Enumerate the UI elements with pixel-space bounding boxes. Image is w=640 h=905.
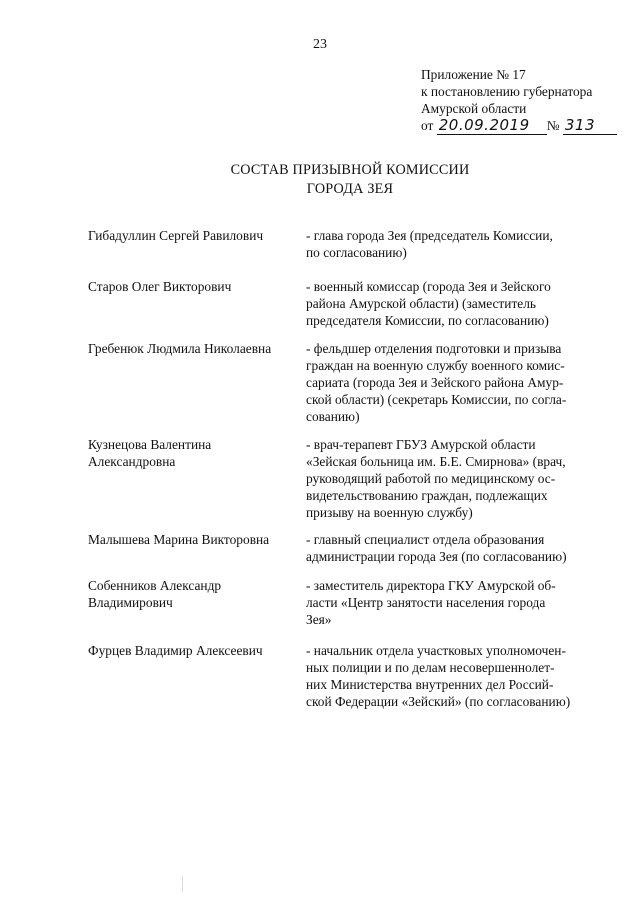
appendix-title: Приложение № 17 [421,67,526,82]
member-role-line: граждан на военную службу военного комис- [306,358,565,373]
member-role-line: сариата (города Зея и Зейского района Амур- [306,375,564,390]
member-role [306,577,590,628]
member-role [306,278,590,329]
title-line-1: СОСТАВ ПРИЗЫВНОЙ КОМИССИИ [230,162,470,178]
member-role-line: «Зейская больница им. Б.Е. Смирнова» (врач, [306,454,566,469]
member-role [306,642,590,710]
member-role-line: администрации города Зея (по согласованию) [306,549,567,564]
handwritten-number: 313 [563,117,617,135]
member-role-line: по согласованию) [306,245,407,260]
scan-artifact [182,876,183,892]
member-name [88,227,298,244]
member-name [88,436,298,470]
member-role-line: ской Федерации «Зейский» (по согласованию) [306,694,571,709]
member-name [88,531,298,548]
member-name-line: Старов Олег Викторович [88,279,232,294]
member-name [88,642,298,659]
member-role-line: ных полиции и по делам несовершеннолет- [306,660,555,675]
member-role [306,340,590,425]
member-name-line: Фурцев Владимир Алексеевич [88,643,263,658]
appendix-header [421,66,631,135]
document-title [0,161,640,199]
member-name [88,340,298,357]
member-role-line: призыву на военную службу) [306,505,473,520]
appendix-reference: к постановлению губернатора [421,84,593,99]
member-role-line: - военный комиссар (города Зея и Зейского [306,279,551,294]
member-name-line: Малышева Марина Викторовна [88,532,270,547]
member-name-line: Гребенюк Людмила Николаевна [88,341,272,356]
number-sign: № [546,118,560,133]
member-role-line: сованию) [306,409,360,424]
member-name [88,278,298,295]
member-role-line: - заместитель директора ГКУ Амурской об- [306,578,556,593]
handwritten-date: 20.09.2019 [437,117,547,135]
member-role-line: них Министерства внутренних дел Россий- [306,677,554,692]
member-name-line: Собенников Александр [88,578,222,593]
member-role-line: председателя Комиссии, по согласованию) [306,313,549,328]
member-role-line: ласти «Центр занятости населения города [306,595,546,610]
member-name [88,577,298,611]
member-role-line: - начальник отдела участковых уполномочен- [306,643,566,658]
member-role-line: - главный специалист отдела образования [306,532,545,547]
member-name-line: Владимирович [88,595,173,610]
member-role-line: ской области) (секретарь Комиссии, по согла- [306,392,567,407]
member-role-line: - глава города Зея (председатель Комиссии, [306,228,553,243]
member-role-line: видетельствованию граждан, подлежащих [306,488,548,503]
member-role [306,227,590,261]
member-role-line: - врач-терапевт ГБУЗ Амурской области [306,437,536,452]
appendix-region: Амурской области [421,101,527,116]
member-role-line: руководящий работой по медицинскому ос- [306,471,556,486]
member-name-line: Александровна [88,454,176,469]
date-prefix: от [421,118,434,133]
page-number: 23 [313,37,327,52]
member-role [306,531,590,565]
member-role-line: Зея» [306,612,332,627]
member-role-line: - фельдшер отделения подготовки и призыва [306,341,562,356]
appendix-date-line [421,117,631,135]
member-role [306,436,590,521]
member-name-line: Кузнецова Валентина [88,437,212,452]
member-role-line: района Амурской области) (заместитель [306,296,537,311]
title-line-2: ГОРОДА ЗЕЯ [306,181,394,197]
member-name-line: Гибадуллин Сергей Равилович [88,228,264,243]
